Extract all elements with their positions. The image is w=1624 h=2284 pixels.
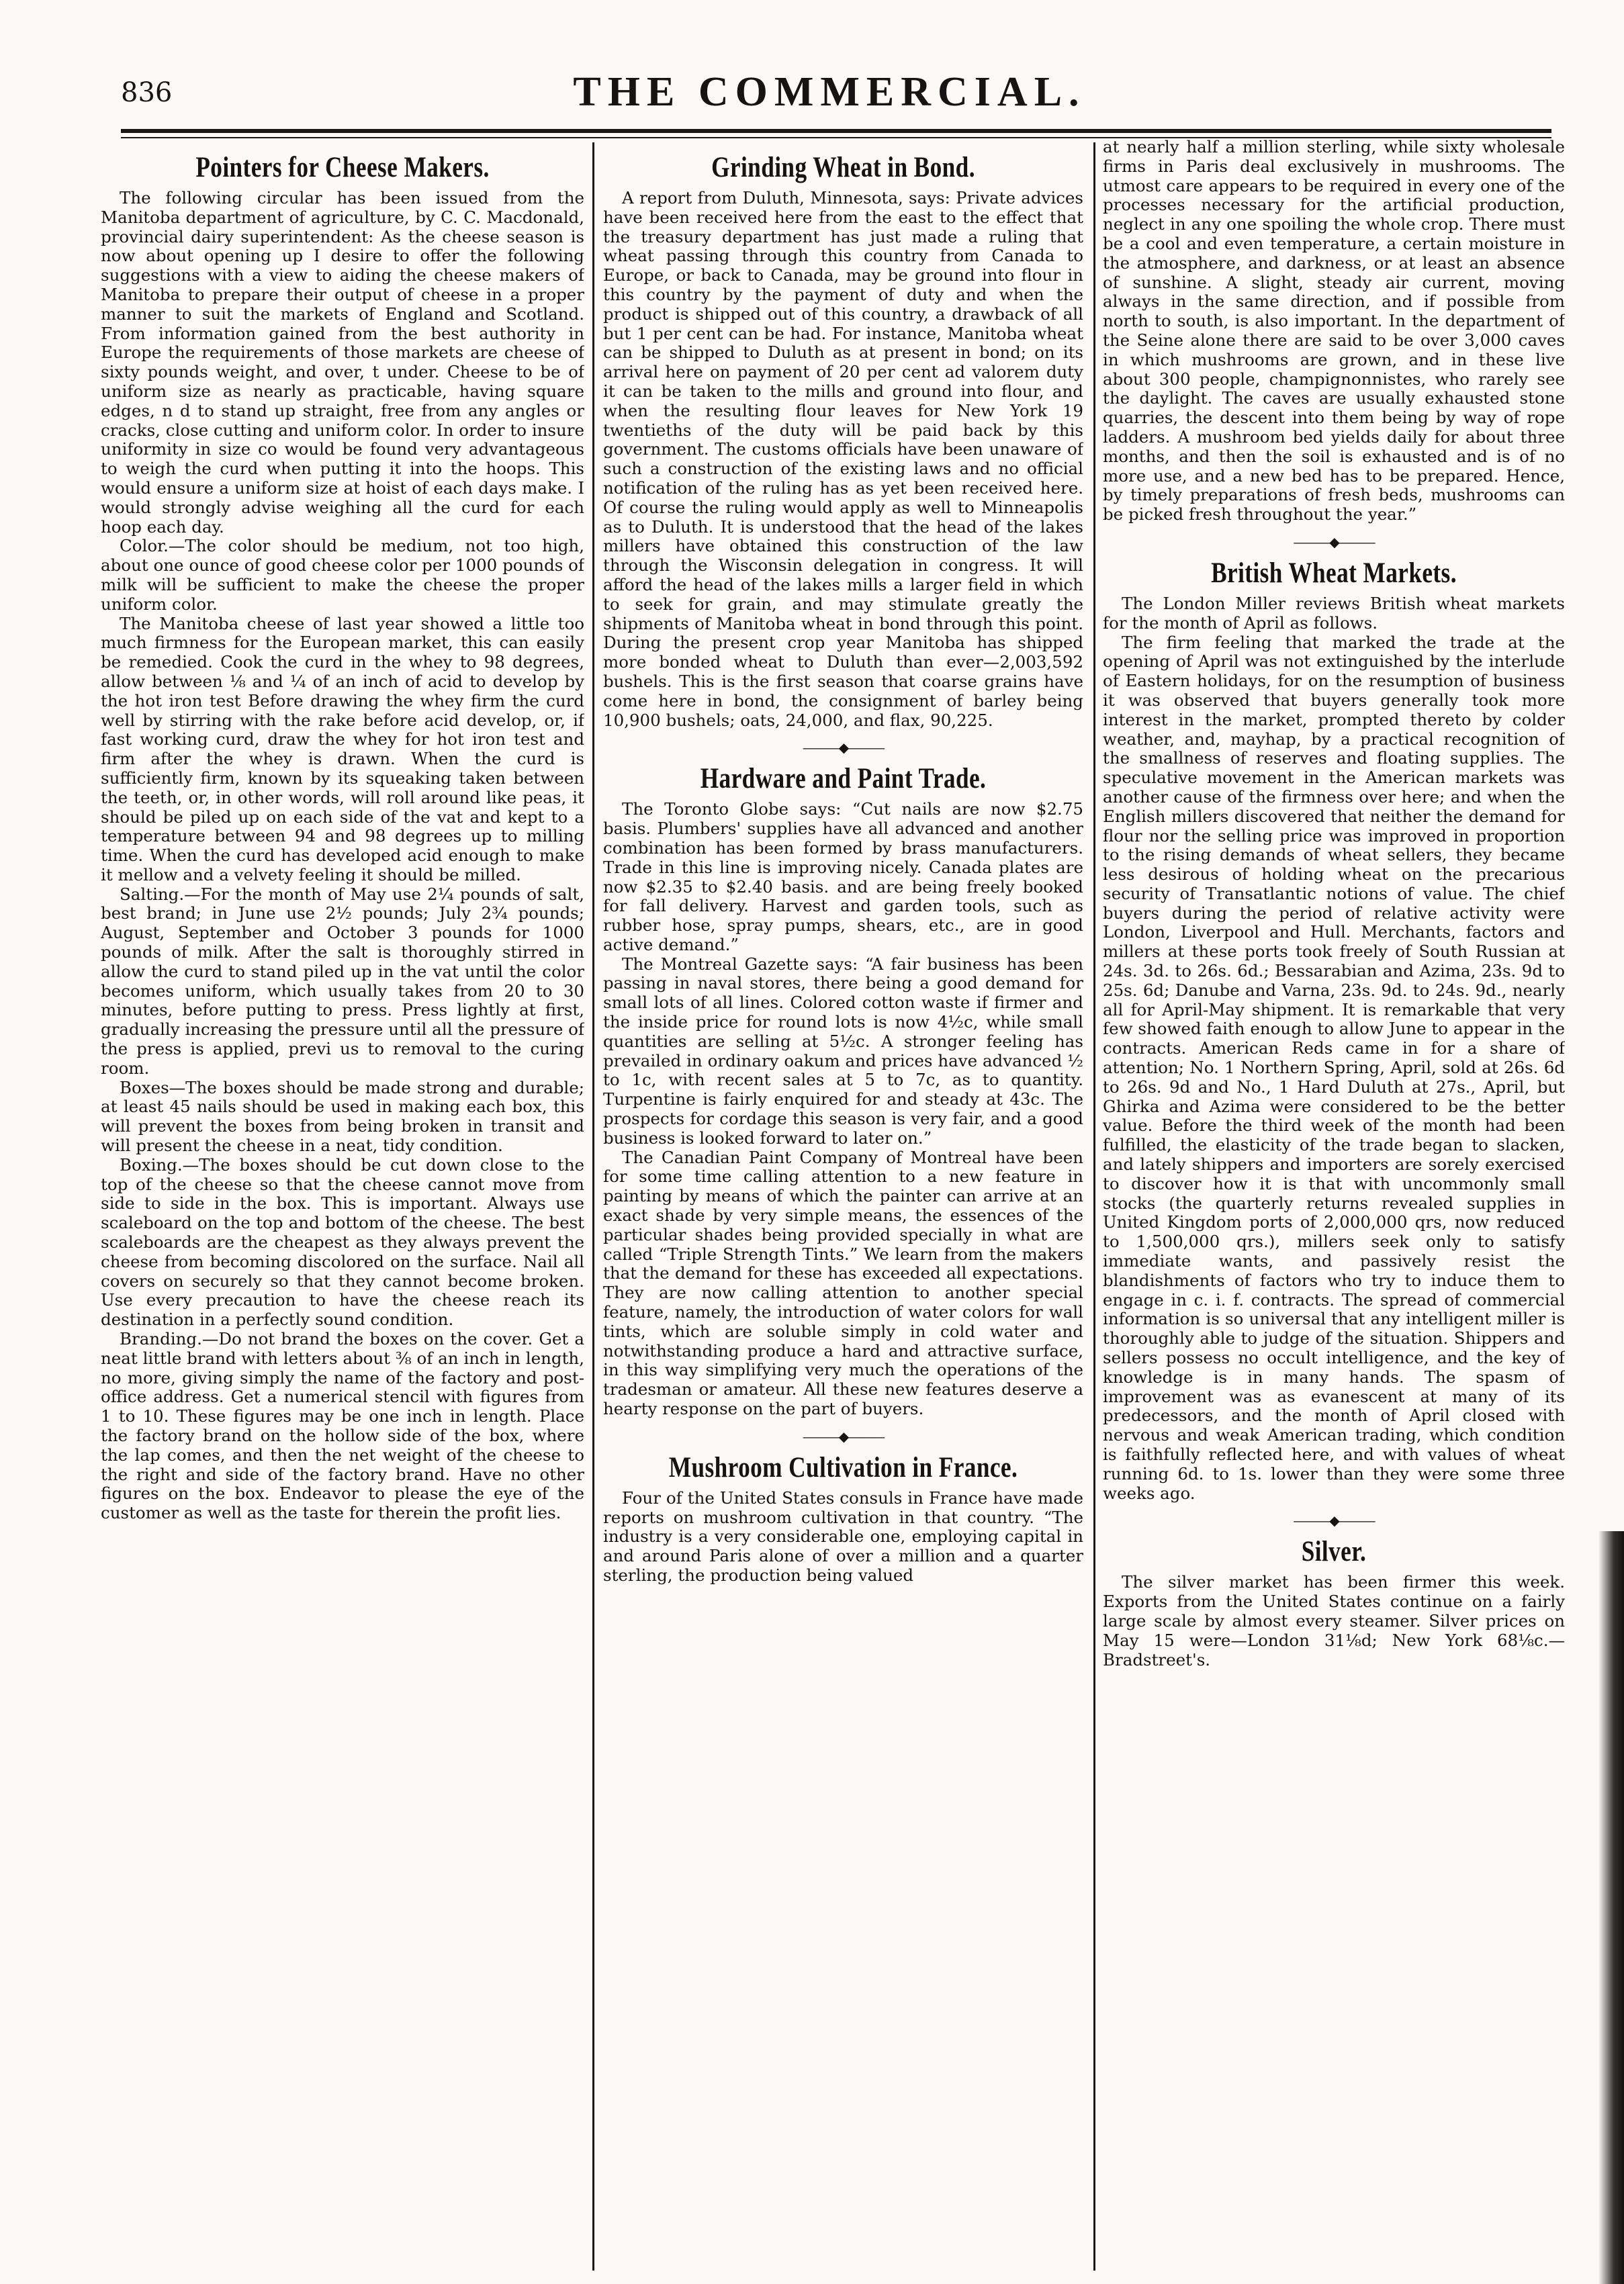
article-title: Grinding Wheat in Bond. (711, 152, 975, 183)
scan-shadow (1598, 1531, 1624, 2284)
article-paragraph: Boxes—The boxes should be made strong and durable; at least 45 nails should be used in making each box, this will prevent the boxes from being broken in transit and will present the cheese in a neat, tidy condition. (101, 1077, 584, 1156)
column-divider (592, 142, 594, 2271)
newspaper-title: THE COMMERCIAL. (573, 69, 1086, 115)
article-title: Silver. (1301, 1536, 1367, 1568)
section-ornament: ———◆——— (1293, 1512, 1375, 1529)
section-ornament: ———◆——— (802, 1428, 885, 1445)
article-cheese-makers (101, 144, 584, 2271)
right-column (1103, 138, 1565, 2271)
article-paragraph: Branding.—Do not brand the boxes on the cover. Get a neat little brand with letters about ⅜ of an inch in length, no more, giving simply the name of the factory and post-office address. Get a numerical stencil with figures from 1 to 10. These figures may be one inch in length. Place the factory brand on the hollow side of the box, where the lap comes, and then the net weight of the cheese to the right and side of the factory brand. Have no other figures on the box. Endeavor to please the eye of the customer as well as the taste for therein the profit lies. (101, 1329, 584, 1523)
article-paragraph: Four of the United States consuls in France have made reports on mushroom cultivation in that country. “The industry is a very considerable one, employing capital in and around Paris alone of over a million and a quarter sterling, the production being valued (603, 1488, 1083, 1585)
article-paragraph: The silver market has been firmer this week. Exports from the United States continue on a fairly large scale by almost every steamer. Silver prices on May 15 were—London 31⅛d; New York 68⅛c.—Bradstreet's. (1103, 1572, 1565, 1670)
header-rule (121, 129, 1551, 133)
column-divider (1093, 142, 1095, 2271)
page-number: 836 (121, 77, 173, 108)
section-ornament: ———◆——— (1293, 533, 1375, 550)
article-paragraph: The London Miller reviews British wheat markets for the month of April as follows. (1103, 593, 1565, 633)
masthead (107, 67, 1551, 128)
article-paragraph: The Manitoba cheese of last year showed a little too much firmness for the European market, this can easily be remedied. Cook the curd in the whey to 98 degrees, allow between ⅛ and ¼ of an inch of acid to develop by the hot iron test Before drawing the whey firm the curd well by stirring with the rake before acid develop, or, if fast working curd, draw the whey for hot iron test and firm after the whey is drawn. When the curd is sufficiently firm, known by its squeaking taken between the teeth, or, in other words, will roll around like peas, it should be piled up on each side of the vat and kept to a temperature between 94 and 98 degrees up to milling time. When the curd has developed acid enough to make it mellow and a velvety feeling it should be milled. (101, 613, 584, 884)
article-title: British Wheat Markets. (1211, 557, 1457, 589)
article-paragraph: The Montreal Gazette says: “A fair business has been passing in naval stores, there being a good demand for small lots of all lines. Colored cotton waste if firmer and the inside price for round lots is now 4½c, while small quantities are selling at 5½c. A stronger feeling has prevailed in ordinary oakum and prices have advanced ½ to 1c, with recent sales at 5 to 7c, as to quantity. Turpentine is fairly enquired for and steady at 43c. The prospects for cordage this season is very fair, and a good business is looked forward to later on.” (603, 954, 1083, 1148)
article-paragraph: The following circular has been issued from the Manitoba department of agriculture, by C. C. Macdonald, provincial dairy superintendent: As the cheese season is now about opening up I desire to offer the following suggestions with a view to aiding the cheese makers of Manitoba to prepare their output of cheese in a proper manner to suit the markets of England and Scotland. From information gained from the best authority in Europe the requirements of those markets are cheese of sixty pounds weight, and over, t under. Cheese to be of uniform size as nearly as practicable, having square edges, n d to stand up straight, free from any angles or cracks, close cutting and uniform color. In order to insure uniformity in size co would be found very advantageous to weigh the curd when putting it into the hoops. This would ensure a uniform size at hoist of each days make. I would strongly advise weighing all the curd for each hoop each day. (101, 188, 584, 537)
article-paragraph: Color.—The color should be medium, not too high, about one ounce of good cheese color per 1000 pounds of milk will be sufficient to make the cheese the proper uniform color. (101, 536, 584, 614)
article-paragraph: Boxing.—The boxes should be cut down close to the top of the cheese so that the cheese cannot move from side to side in the box. This is important. Always use scaleboard on the top and bottom of the cheese. The best scaleboards are the cheapest as they always prevent the cheese from becoming discolored on the surface. Nail all covers on securely so that they cannot become broken. Use every precaution to have the cheese reach its destination in a perfectly sound condition. (101, 1154, 584, 1330)
article-continuation: at nearly half a million sterling, while sixty wholesale firms in Paris deal exclusively in mushrooms. The utmost care appears to be required in every one of the processes necessary for the artificial production, neglect in any one spoiling the whole crop. There must be a cool and even temperature, a certain moisture in the atmosphere, and darkness, or at least an absence of sunshine. A slight, steady air current, moving always in the same direction, and if possible from north to south, is also important. In the department of the Seine alone there are said to be over 3,000 caves in which mushrooms are grown, and in these live about 300 people, champignonnistes, who rarely see the daylight. The caves are usually exhausted stone quarries, the descent into them being by way of rope ladders. A mushroom bed yields daily for about three months, and then the soil is exhausted and is of no more use, and a new bed has to be prepared. Hence, by timely preparations of fresh beds, mushrooms can be picked fresh throughout the year.” (1103, 138, 1565, 524)
article-paragraph: The firm feeling that marked the trade at the opening of April was not extinguished by the interlude of Eastern holidays, for on the resumption of business it was observed that buyers generally took more interest in the market, prompted thereto by colder weather, and, mayhap, by a practical recognition of the smallness of reserves and floating supplies. The speculative movement in the American markets was another cause of the firmness over here; and when the English millers discovered that neither the demand for flour nor the selling price was improved in proportion to the rising demands of wheat sellers, they became less desirous of holding wheat on the precarious security of Transatlantic notions of value. The chief buyers during the period of relative activity were London, Liverpool and Hull. Merchants, factors and millers at these ports took freely of South Russian at 24s. 3d. to 26s. 6d.; Bessarabian and Azima, 23s. 9d to 25s. 6d; Danube and Varna, 23s. 9d. to 24s. 9d., nearly all for April-May shipment. It is remarkable that very few showed faith enough to allow June to appear in the contracts. American Reds came in for a share of attention; No. 1 Northern Spring, April, sold at 26s. 6d to 26s. 9d and No., 1 Hard Duluth at 27s., April, but Ghirka and Azima were considered to be the better value. Before the third week of the month had been fulfilled, the elasticity of the trade began to slacken, and lately shippers and importers are sorely exercised to discover how it is that with uncommonly small stocks (the quarterly returns revealed supplies in United Kingdom ports of 2,000,000 qrs, now reduced to 1,500,000 qrs.), millers seek only to satisfy immediate wants, and passively resist the blandishments of factors who try to induce them to engage in c. i. f. contracts. The spread of commercial information is so universal that any intelligent miller is thoroughly able to judge of the situation. Shippers and sellers possess no occult intelligence, and the key of knowledge is in many hands. The spasm of improvement was as evanescent at many of its predecessors, and the month of April closed with nervous and weak American trading, which condition is faithfully reflected here, and with values of wheat running 6d. to 1s. lower than they were some three weeks ago. (1103, 632, 1565, 1503)
article-paragraph: The Canadian Paint Company of Montreal have been for some time calling attention to a new feature in painting by means of which the painter can arrive at an exact shade by very simple means, the essences of the particular shades being provided specially in what are called “Triple Strength Tints.” We learn from the makers that the demand for these has exceeded all expectations. They are now calling attention to another special feature, namely, the introduction of water colors for wall tints, which are soluble simply in cold water and notwithstanding produce a hard and attractive surface, in this way simplifying very much the operations of the tradesman or amateur. All these new features deserve a hearty response on the part of buyers. (603, 1147, 1083, 1419)
article-paragraph: The Toronto Globe says: “Cut nails are now $2.75 basis. Plumbers' supplies have all advanced and another combination has been formed by brass manufacturers. Trade in this line is improving nicely. Canada plates are now $2.35 to $2.40 basis. and are being freely booked for fall delivery. Harvest and garden tools, such as rubber hose, spray pumps, shears, etc., are in good active demand.” (603, 799, 1083, 954)
article-paragraph: Salting.—For the month of May use 2¼ pounds of salt, best brand; in June use 2½ pounds; July 2¾ pounds; August, September and October 3 pounds for 1000 pounds of milk. After the salt is thoroughly stirred in allow the curd to stand piled up in the vat until the color becomes uniform, which usually takes from 20 to 30 minutes, before putting to press. Press lightly at first, gradually increasing the pressure until all the pressure of the press is applied, previ us to removal to the curing room. (101, 884, 584, 1078)
article-title: Hardware and Paint Trade. (700, 763, 987, 795)
section-ornament: ———◆——— (802, 739, 885, 756)
article-title: Pointers for Cheese Makers. (195, 152, 490, 183)
article-title: Mushroom Cultivation in France. (668, 1451, 1018, 1483)
middle-column (603, 144, 1083, 2271)
article-paragraph: A report from Duluth, Minnesota, says: Private advices have been received here from the east to the effect that the treasury department has just made a ruling that wheat passing through this country from Canada to Europe, or back to Canada, may be ground into flour in this country by the payment of duty and when the product is shipped out of this country, a drawback of all but 1 per cent can be had. For instance, Manitoba wheat can be shipped to Duluth as at present in bond; on its arrival here on payment of 20 per cent ad valorem duty it can be taken to the mills and ground into flour, and when the resulting flour leaves for New York 19 twentieths of the duty will be paid back by this government. The customs officials have been unaware of such a construction of the existing laws and no official notification of the ruling has as yet been received here. Of course the ruling would apply as well to Minneapolis as to Duluth. It is understood that the head of the lakes millers have obtained this construction of the law through the Wisconsin delegation in congress. It will afford the head of the lakes mills a larger field in which to seek for grain, and may stimulate greatly the shipments of Manitoba wheat in bond through this point. During the present crop year Manitoba has shipped more bonded wheat to Duluth than ever—2,003,592 bushels. This is the first season that coarse grains have come here in bond, the consignment of barley being 10,900 bushels; oats, 24,000, and flax, 90,225. (603, 188, 1083, 730)
